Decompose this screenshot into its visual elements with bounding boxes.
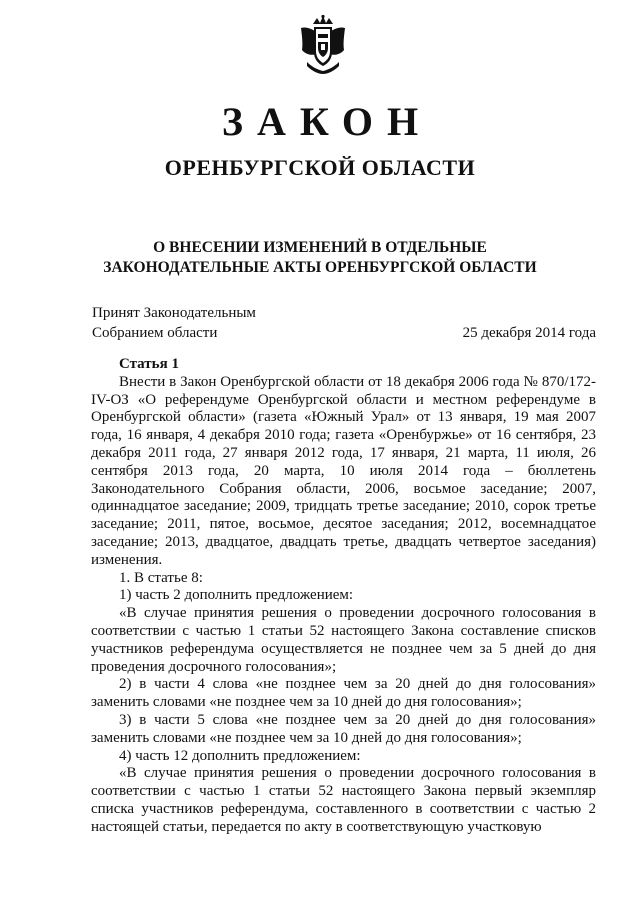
article-paragraph: 1) часть 2 дополнить предложением: <box>119 587 354 604</box>
article-paragraph: «В случае принятия решения о проведении досрочного голосования в соответствии с частью 1 статьи 52 настоящего Закона составление списков участников референдума осуществляется не позднее чем за 5 дней до дня проведения досрочного голосования»; <box>91 605 596 675</box>
article-paragraph: 1. В статье 8: <box>119 569 203 586</box>
article-body <box>91 356 596 837</box>
article-paragraph: 3) в части 5 слова «не позднее чем за 20 дней до дня голосования» заменить словами «не позднее чем за 10 дней до дня голосования»; <box>91 711 596 746</box>
article-heading: Статья 1 <box>119 356 179 372</box>
coat-of-arms-icon <box>299 14 347 74</box>
adoption-line-2: Собранием области <box>92 325 218 341</box>
article-paragraph: 4) часть 12 дополнить предложением: <box>119 747 361 764</box>
region-subtitle: ОРЕНБУРГСКОЙ ОБЛАСТИ <box>164 155 476 180</box>
law-title: ЗАКОН <box>221 99 433 144</box>
article-paragraph: «В случае принятия решения о проведении досрочного голосования в соответствии с частью 1 статьи 52 настоящего Закона первый экземпляр списка участников референдума, составленного в соответствии с частью 2 настоящей статьи, передается по акту в соответствующую участковую <box>91 765 596 835</box>
article-paragraph: 2) в части 4 слова «не позднее чем за 20 дней до дня голосования» заменить словами «не позднее чем за 10 дней до дня голосования»; <box>91 676 596 711</box>
adoption-line-1: Принят Законодательным <box>92 305 256 321</box>
act-title-line-2: ЗАКОНОДАТЕЛЬНЫЕ АКТЫ ОРЕНБУРГСКОЙ ОБЛАСТИ <box>103 259 537 276</box>
adoption-note <box>92 303 256 343</box>
adoption-date: 25 декабря 2014 года <box>462 325 596 341</box>
article-paragraph: Внести в Закон Оренбургской области от 18 декабря 2006 года № 870/172-IV-ОЗ «О референдуме Оренбургской области и местном референдуме в Оренбургской области» (газета «Южный Урал» от 13 января, 19 мая 2007 года, 16 января, 4 декабря 2010 года; газета «Оренбуржье» от 16 сентября, 23 декабря 2011 года, 27 января 2012 года, 17 января, 21 марта, 11 июля, 26 сентября 2013 года, 20 марта, 10 июля 2014 года – бюллетень Законодательного Собрания области, 2006, восьмое заседание; 2007, одиннадцатое заседание; 2009, тридцать третье заседание; 2010, сорок третье заседание; 2011, пятое, восьмое, десятое заседания; 2012, восемнадцатое заседание; 2013, двадцатое, двадцать третье, двадцать четвертое заседания) изменения. <box>91 373 596 568</box>
act-title-line-1: О ВНЕСЕНИИ ИЗМЕНЕНИЙ В ОТДЕЛЬНЫЕ <box>153 239 487 256</box>
